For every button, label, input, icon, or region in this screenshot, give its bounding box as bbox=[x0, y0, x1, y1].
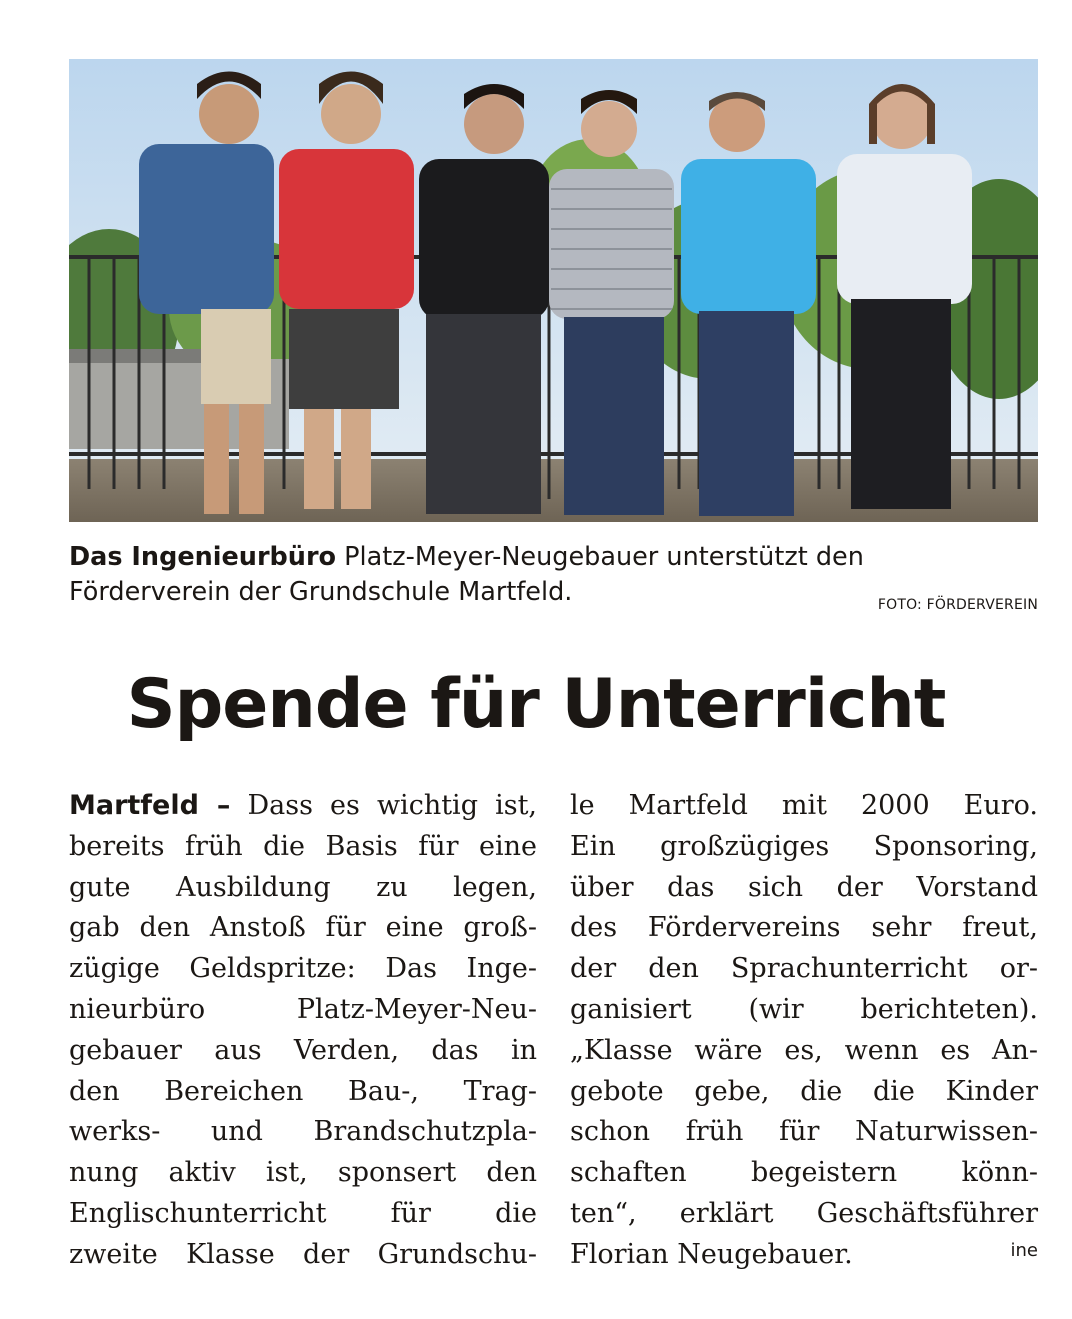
article-line: „Klasse wäre es, wenn es An- bbox=[570, 1034, 1038, 1066]
article-line: Englischunterricht für die bbox=[69, 1197, 537, 1229]
article-line: der den Sprachunterricht or- bbox=[570, 953, 1038, 985]
article-line: Florian Neugebauer. bbox=[570, 1238, 853, 1270]
article-line: gebote gebe, die die Kinder bbox=[570, 1075, 1038, 1107]
caption-text-1: Platz-Meyer-Neugebauer unterstützt den bbox=[336, 542, 864, 572]
headline: Spende für Unterricht bbox=[126, 665, 946, 744]
article-text: Dass es wichtig ist, bbox=[230, 790, 537, 821]
article-line bbox=[69, 786, 537, 827]
article-line: werks- und Brandschutzpla- bbox=[69, 1116, 537, 1148]
article-line: nung aktiv ist, sponsert den bbox=[69, 1157, 537, 1189]
caption-line-2: Förderverein der Grundschule Martfeld. bbox=[69, 577, 573, 607]
article-line: des Fördervereins sehr freut, bbox=[570, 912, 1038, 944]
article-line: gab den Anstoß für eine groß- bbox=[69, 912, 537, 944]
article-line: ganisiert (wir berichteten). bbox=[570, 993, 1038, 1025]
author-signature: ine bbox=[1010, 1240, 1038, 1261]
caption-lead: Das Ingenieurbüro bbox=[69, 542, 337, 572]
article-line: zweite Klasse der Grundschu- bbox=[69, 1238, 537, 1270]
group-photo bbox=[69, 59, 1038, 522]
article-line: le Martfeld mit 2000 Euro. bbox=[570, 790, 1038, 821]
article-column-1 bbox=[69, 786, 537, 1276]
article-line: bereits früh die Basis für eine bbox=[69, 830, 537, 862]
article-line: zügige Geldspritze: Das Inge- bbox=[69, 953, 537, 985]
article-line: gute Ausbildung zu legen, bbox=[69, 871, 537, 903]
article-line: nieurbüro Platz-Meyer-Neu- bbox=[69, 993, 537, 1025]
caption-line-1 bbox=[69, 540, 1038, 575]
article-line: schon früh für Naturwissen- bbox=[570, 1116, 1038, 1148]
article-column-2 bbox=[570, 786, 1038, 1276]
dateline: Martfeld – bbox=[69, 790, 231, 821]
photo-credit: FOTO: FÖRDERVEREIN bbox=[877, 597, 1038, 613]
article-line: schaften begeistern könn- bbox=[570, 1157, 1038, 1189]
group-photo-image bbox=[69, 59, 1038, 522]
article-line: ten“, erklärt Geschäftsführer bbox=[570, 1197, 1038, 1229]
article-line: gebauer aus Verden, das in bbox=[69, 1034, 537, 1066]
article-line: Ein großzügiges Sponsoring, bbox=[570, 830, 1038, 862]
article-line: den Bereichen Bau-, Trag- bbox=[69, 1075, 537, 1107]
article-line: über das sich der Vorstand bbox=[570, 871, 1038, 903]
